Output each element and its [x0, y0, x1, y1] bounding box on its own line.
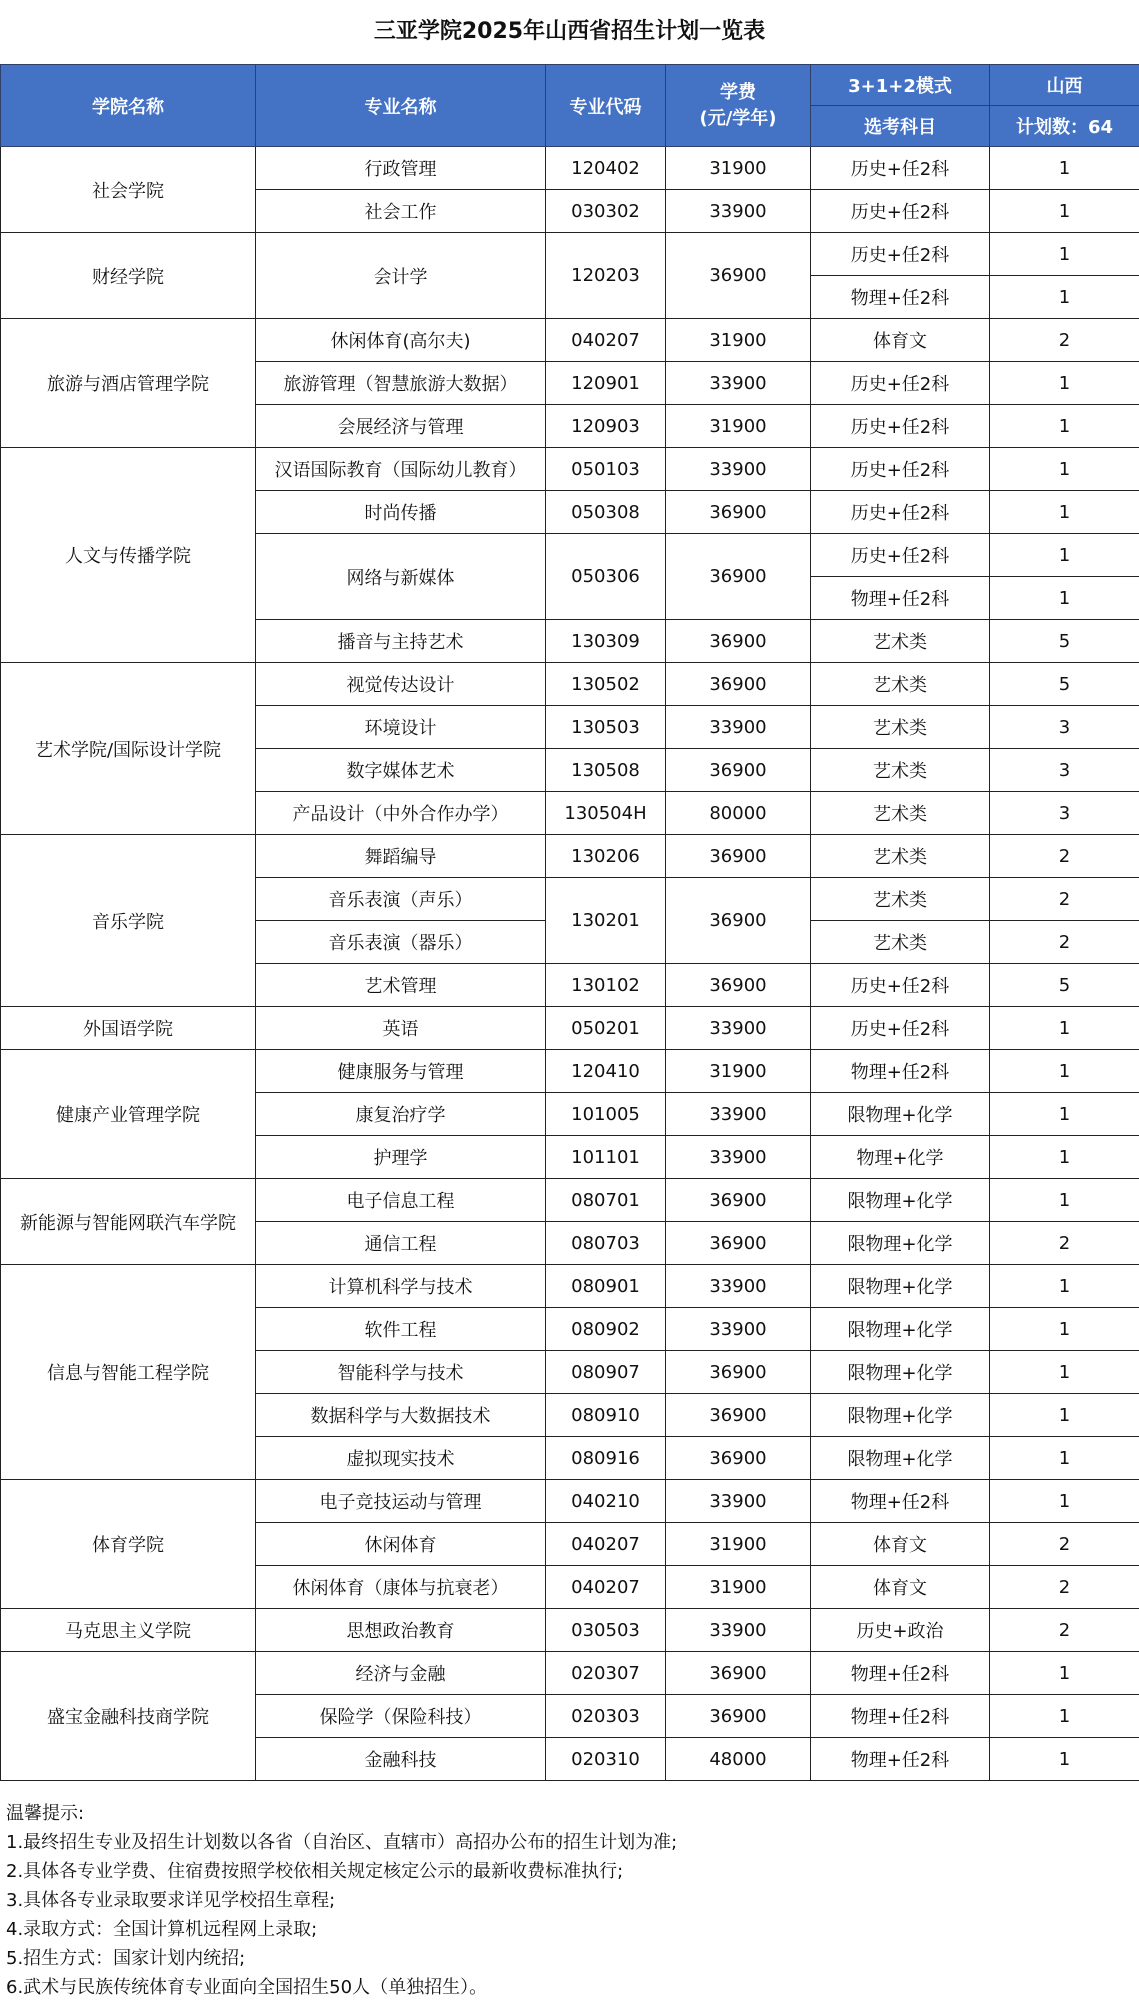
code-cell: 120203 [546, 233, 666, 319]
note-item: 6.武术与民族传统体育专业面向全国招生50人（单独招生）。 [6, 1977, 488, 1998]
code-cell: 130102 [546, 964, 666, 1007]
subject-cell: 物理+任2科 [811, 1050, 990, 1093]
subject-cell: 历史+任2科 [811, 448, 990, 491]
college-cell: 健康产业管理学院 [1, 1050, 256, 1179]
major-cell: 休闲体育（康体与抗衰老） [256, 1566, 546, 1609]
code-cell: 080902 [546, 1308, 666, 1351]
table-row [1, 1179, 1139, 1222]
plan-cell: 1 [990, 1652, 1139, 1695]
major-cell: 电子信息工程 [256, 1179, 546, 1222]
subject-cell: 艺术类 [811, 921, 990, 964]
major-cell: 金融科技 [256, 1738, 546, 1781]
subject-cell: 限物理+化学 [811, 1437, 990, 1480]
subject-cell: 限物理+化学 [811, 1093, 990, 1136]
major-cell: 时尚传播 [256, 491, 546, 534]
major-cell: 护理学 [256, 1136, 546, 1179]
college-cell: 马克思主义学院 [1, 1609, 256, 1652]
college-cell: 财经学院 [1, 233, 256, 319]
fee-cell: 36900 [666, 1652, 811, 1695]
code-cell: 040207 [546, 1566, 666, 1609]
fee-cell: 33900 [666, 1308, 811, 1351]
fee-cell: 31900 [666, 1050, 811, 1093]
college-cell: 外国语学院 [1, 1007, 256, 1050]
major-cell: 数据科学与大数据技术 [256, 1394, 546, 1437]
plan-cell: 5 [990, 620, 1139, 663]
code-cell: 050308 [546, 491, 666, 534]
fee-cell: 80000 [666, 792, 811, 835]
fee-cell: 36900 [666, 1437, 811, 1480]
fee-cell: 33900 [666, 1480, 811, 1523]
fee-cell: 36900 [666, 233, 811, 319]
subject-cell: 艺术类 [811, 835, 990, 878]
plan-cell: 1 [990, 1394, 1139, 1437]
code-cell: 080701 [546, 1179, 666, 1222]
table-row [1, 319, 1139, 362]
header-province: 山西 [990, 65, 1139, 106]
table-body [1, 147, 1139, 1781]
major-cell: 保险学（保险科技） [256, 1695, 546, 1738]
plan-cell: 1 [990, 1437, 1139, 1480]
college-cell: 体育学院 [1, 1480, 256, 1609]
plan-cell: 2 [990, 319, 1139, 362]
major-cell: 经济与金融 [256, 1652, 546, 1695]
table-row [1, 233, 1139, 276]
plan-cell: 2 [990, 1523, 1139, 1566]
college-cell: 旅游与酒店管理学院 [1, 319, 256, 448]
subject-cell: 物理+任2科 [811, 577, 990, 620]
table-row [1, 1480, 1139, 1523]
plan-cell: 1 [990, 276, 1139, 319]
subject-cell: 体育文 [811, 319, 990, 362]
subject-cell: 限物理+化学 [811, 1222, 990, 1265]
enrollment-plan-table [0, 64, 1139, 1781]
fee-cell: 36900 [666, 491, 811, 534]
major-cell: 行政管理 [256, 147, 546, 190]
plan-cell: 1 [990, 577, 1139, 620]
code-cell: 050201 [546, 1007, 666, 1050]
code-cell: 130504H [546, 792, 666, 835]
fee-cell: 33900 [666, 706, 811, 749]
code-cell: 130206 [546, 835, 666, 878]
major-cell: 休闲体育 [256, 1523, 546, 1566]
fee-cell: 33900 [666, 1609, 811, 1652]
fee-cell: 36900 [666, 1222, 811, 1265]
major-cell: 产品设计（中外合作办学） [256, 792, 546, 835]
subject-cell: 物理+任2科 [811, 276, 990, 319]
fee-cell: 36900 [666, 1179, 811, 1222]
plan-cell: 1 [990, 448, 1139, 491]
fee-cell: 36900 [666, 620, 811, 663]
plan-cell: 3 [990, 792, 1139, 835]
major-cell: 会计学 [256, 233, 546, 319]
subject-cell: 物理+化学 [811, 1136, 990, 1179]
plan-cell: 1 [990, 491, 1139, 534]
code-cell: 120901 [546, 362, 666, 405]
major-cell: 休闲体育(高尔夫) [256, 319, 546, 362]
fee-cell: 36900 [666, 534, 811, 620]
major-cell: 英语 [256, 1007, 546, 1050]
plan-cell: 1 [990, 362, 1139, 405]
subject-cell: 艺术类 [811, 620, 990, 663]
header-college: 学院名称 [1, 65, 256, 147]
major-cell: 旅游管理（智慧旅游大数据） [256, 362, 546, 405]
code-cell: 101101 [546, 1136, 666, 1179]
major-cell: 音乐表演（声乐） [256, 878, 546, 921]
subject-cell: 限物理+化学 [811, 1179, 990, 1222]
plan-cell: 1 [990, 1050, 1139, 1093]
table-row [1, 448, 1139, 491]
fee-cell: 31900 [666, 1523, 811, 1566]
note-item: 5.招生方式：国家计划内统招; [6, 1948, 246, 1969]
major-cell: 智能科学与技术 [256, 1351, 546, 1394]
code-cell: 080703 [546, 1222, 666, 1265]
note-item: 2.具体各专业学费、住宿费按照学校依相关规定核定公示的最新收费标准执行; [6, 1861, 624, 1882]
major-cell: 思想政治教育 [256, 1609, 546, 1652]
note-item: 3.具体各专业录取要求详见学校招生章程; [6, 1890, 336, 1911]
major-cell: 虚拟现实技术 [256, 1437, 546, 1480]
subject-cell: 限物理+化学 [811, 1394, 990, 1437]
code-cell: 130309 [546, 620, 666, 663]
header-plan-total: 计划数：64 [990, 106, 1139, 147]
fee-cell: 36900 [666, 1394, 811, 1437]
subject-cell: 历史+任2科 [811, 147, 990, 190]
code-cell: 120402 [546, 147, 666, 190]
plan-cell: 3 [990, 706, 1139, 749]
major-cell: 会展经济与管理 [256, 405, 546, 448]
code-cell: 020310 [546, 1738, 666, 1781]
code-cell: 080901 [546, 1265, 666, 1308]
plan-cell: 1 [990, 147, 1139, 190]
fee-cell: 33900 [666, 1136, 811, 1179]
fee-cell: 33900 [666, 190, 811, 233]
major-cell: 汉语国际教育（国际幼儿教育） [256, 448, 546, 491]
subject-cell: 体育文 [811, 1523, 990, 1566]
header-code: 专业代码 [546, 65, 666, 147]
fee-cell: 31900 [666, 1566, 811, 1609]
major-cell: 通信工程 [256, 1222, 546, 1265]
fee-cell: 36900 [666, 1695, 811, 1738]
plan-cell: 1 [990, 1265, 1139, 1308]
code-cell: 040210 [546, 1480, 666, 1523]
code-cell: 120903 [546, 405, 666, 448]
plan-cell: 1 [990, 534, 1139, 577]
code-cell: 030503 [546, 1609, 666, 1652]
table-row [1, 835, 1139, 878]
plan-cell: 1 [990, 190, 1139, 233]
plan-cell: 2 [990, 835, 1139, 878]
plan-cell: 1 [990, 405, 1139, 448]
code-cell: 040207 [546, 319, 666, 362]
major-cell: 播音与主持艺术 [256, 620, 546, 663]
fee-cell: 48000 [666, 1738, 811, 1781]
major-cell: 社会工作 [256, 190, 546, 233]
major-cell: 网络与新媒体 [256, 534, 546, 620]
subject-cell: 历史+政治 [811, 1609, 990, 1652]
header-subject: 选考科目 [811, 106, 990, 147]
fee-cell: 36900 [666, 749, 811, 792]
code-cell: 130201 [546, 878, 666, 964]
plan-cell: 1 [990, 1351, 1139, 1394]
subject-cell: 限物理+化学 [811, 1308, 990, 1351]
fee-cell: 31900 [666, 147, 811, 190]
notes-section [0, 1781, 1139, 2002]
subject-cell: 艺术类 [811, 663, 990, 706]
code-cell: 120410 [546, 1050, 666, 1093]
page-title: 三亚学院2025年山西省招生计划一览表 [373, 19, 766, 44]
code-cell: 101005 [546, 1093, 666, 1136]
code-cell: 130503 [546, 706, 666, 749]
major-cell: 数字媒体艺术 [256, 749, 546, 792]
fee-cell: 33900 [666, 1265, 811, 1308]
plan-cell: 1 [990, 1136, 1139, 1179]
plan-cell: 1 [990, 1695, 1139, 1738]
code-cell: 050103 [546, 448, 666, 491]
fee-cell: 36900 [666, 663, 811, 706]
code-cell: 130502 [546, 663, 666, 706]
code-cell: 080910 [546, 1394, 666, 1437]
subject-cell: 历史+任2科 [811, 964, 990, 1007]
college-cell: 信息与智能工程学院 [1, 1265, 256, 1480]
code-cell: 020303 [546, 1695, 666, 1738]
plan-cell: 1 [990, 1093, 1139, 1136]
code-cell: 020307 [546, 1652, 666, 1695]
subject-cell: 艺术类 [811, 749, 990, 792]
notes-heading: 温馨提示: [6, 1803, 85, 1824]
major-cell: 舞蹈编导 [256, 835, 546, 878]
code-cell: 080916 [546, 1437, 666, 1480]
major-cell: 康复治疗学 [256, 1093, 546, 1136]
college-cell: 音乐学院 [1, 835, 256, 1007]
college-cell: 人文与传播学院 [1, 448, 256, 663]
subject-cell: 物理+任2科 [811, 1738, 990, 1781]
major-cell: 软件工程 [256, 1308, 546, 1351]
plan-cell: 5 [990, 663, 1139, 706]
header-mode: 3+1+2模式 [811, 65, 990, 106]
note-item: 4.录取方式：全国计算机远程网上录取; [6, 1919, 318, 1940]
plan-cell: 1 [990, 1738, 1139, 1781]
fee-cell: 31900 [666, 405, 811, 448]
college-cell: 社会学院 [1, 147, 256, 233]
table-row [1, 147, 1139, 190]
subject-cell: 历史+任2科 [811, 362, 990, 405]
fee-cell: 33900 [666, 1093, 811, 1136]
fee-cell: 33900 [666, 1007, 811, 1050]
plan-cell: 2 [990, 1222, 1139, 1265]
major-cell: 电子竞技运动与管理 [256, 1480, 546, 1523]
table-row [1, 1007, 1139, 1050]
code-cell: 030302 [546, 190, 666, 233]
plan-cell: 1 [990, 1480, 1139, 1523]
code-cell: 080907 [546, 1351, 666, 1394]
subject-cell: 物理+任2科 [811, 1652, 990, 1695]
table-row [1, 1652, 1139, 1695]
table-row [1, 1265, 1139, 1308]
table-header [1, 65, 1139, 147]
plan-cell: 2 [990, 1566, 1139, 1609]
plan-cell: 5 [990, 964, 1139, 1007]
major-cell: 计算机科学与技术 [256, 1265, 546, 1308]
major-cell: 视觉传达设计 [256, 663, 546, 706]
subject-cell: 历史+任2科 [811, 1007, 990, 1050]
code-cell: 050306 [546, 534, 666, 620]
major-cell: 艺术管理 [256, 964, 546, 1007]
table-row [1, 663, 1139, 706]
code-cell: 040207 [546, 1523, 666, 1566]
plan-cell: 1 [990, 1007, 1139, 1050]
subject-cell: 历史+任2科 [811, 534, 990, 577]
fee-cell: 33900 [666, 362, 811, 405]
college-cell: 艺术学院/国际设计学院 [1, 663, 256, 835]
code-cell: 130508 [546, 749, 666, 792]
subject-cell: 艺术类 [811, 792, 990, 835]
fee-cell: 36900 [666, 964, 811, 1007]
plan-cell: 2 [990, 921, 1139, 964]
subject-cell: 物理+任2科 [811, 1480, 990, 1523]
plan-cell: 1 [990, 1308, 1139, 1351]
plan-cell: 3 [990, 749, 1139, 792]
subject-cell: 艺术类 [811, 706, 990, 749]
plan-cell: 2 [990, 1609, 1139, 1652]
subject-cell: 历史+任2科 [811, 190, 990, 233]
fee-cell: 31900 [666, 319, 811, 362]
table-row [1, 1050, 1139, 1093]
subject-cell: 限物理+化学 [811, 1265, 990, 1308]
fee-cell: 36900 [666, 878, 811, 964]
college-cell: 盛宝金融科技商学院 [1, 1652, 256, 1781]
college-cell: 新能源与智能网联汽车学院 [1, 1179, 256, 1265]
header-fee: 学费 (元/学年) [666, 65, 811, 147]
subject-cell: 历史+任2科 [811, 405, 990, 448]
plan-cell: 1 [990, 1179, 1139, 1222]
plan-cell: 2 [990, 878, 1139, 921]
note-item: 1.最终招生专业及招生计划数以各省（自治区、直辖市）高招办公布的招生计划为准; [6, 1832, 678, 1853]
table-row [1, 1609, 1139, 1652]
subject-cell: 艺术类 [811, 878, 990, 921]
subject-cell: 限物理+化学 [811, 1351, 990, 1394]
subject-cell: 历史+任2科 [811, 233, 990, 276]
major-cell: 环境设计 [256, 706, 546, 749]
subject-cell: 物理+任2科 [811, 1695, 990, 1738]
major-cell: 音乐表演（器乐） [256, 921, 546, 964]
fee-cell: 36900 [666, 1351, 811, 1394]
subject-cell: 体育文 [811, 1566, 990, 1609]
major-cell: 健康服务与管理 [256, 1050, 546, 1093]
fee-cell: 33900 [666, 448, 811, 491]
header-major: 专业名称 [256, 65, 546, 147]
fee-cell: 36900 [666, 835, 811, 878]
plan-cell: 1 [990, 233, 1139, 276]
subject-cell: 历史+任2科 [811, 491, 990, 534]
